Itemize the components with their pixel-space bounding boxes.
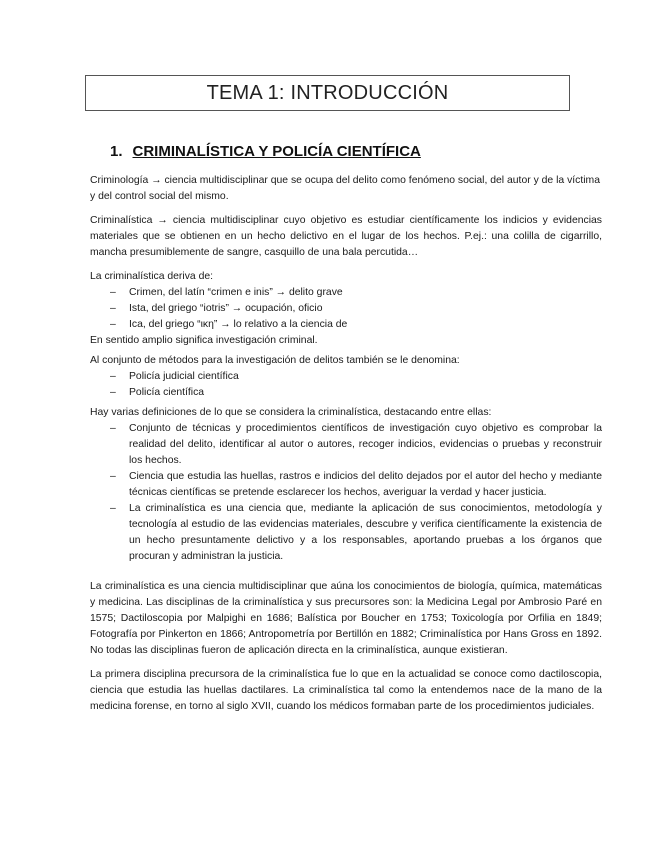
paragraph-origin: La primera disciplina precursora de la criminalística fue lo que en la actualidad se conoce como dactiloscopia, ciencia que estudia las huellas dactilares. La criminalística tal como la entendemos nace de la mano de la medicina forense, en torno al siglo XVII, cuando los médicos formaban parte de los procedimientos judiciales. xyxy=(90,669,602,712)
paragraph-history: La criminalística es una ciencia multidisciplinar que aúna los conocimientos de biología, química, matemáticas y medicina. Las disciplinas de la criminalística y sus precursores son: la Medicina Legal por Ambrosio Paré en 1575; Dactiloscopia por Malpighi en 1686; Balística por Boucher en 1753; Toxicología por Orfilia en 1849; Fotografía por Pinkerton en 1866; Antropometría por Bertillón en 1882; Criminalística por Hans Gross en 1892. No todas las disciplinas fueron de aplicación directa en la criminalística, aunque existieran. xyxy=(90,581,602,656)
list-item: – Ica, del griego “ικη” → lo relativo a la ciencia de xyxy=(90,317,602,333)
definitions-intro: Hay varias definiciones de lo que se considera la criminalística, destacando entre ellas: xyxy=(90,407,492,418)
list-item: – Policía científica xyxy=(90,385,602,401)
paragraph-criminalistica: Criminalística → ciencia multidisciplinar cuyo objetivo es estudiar científicamente los indicios y evidencias materiales que se obtienen en un hecho delictivo en el lugar de los hechos. P.ej.: una colilla de cigarrillo, mancha presumiblemente de sangre, casquillo de una bala percutida… xyxy=(90,215,602,258)
list-item: – Crimen, del latín “crimen e inis” → delito grave xyxy=(90,285,602,301)
section-title: CRIMINALÍSTICA Y POLICÍA CIENTÍFICA xyxy=(132,143,421,160)
page-title: TEMA 1: INTRODUCCIÓN xyxy=(206,81,449,104)
methods-list xyxy=(90,369,602,401)
list-item: – Conjunto de técnicas y procedimientos científicos de investigación cuyo objetivo es comprobar la realidad del delito, identificar al autor o autores, recoger indicios, evidencias o pruebas y reconstruir los hechos. xyxy=(90,421,602,469)
etymology-list xyxy=(90,285,602,333)
list-item: – Ista, del griego “iotris” → ocupación, oficio xyxy=(90,301,602,317)
methods-intro: Al conjunto de métodos para la investigación de delitos también se le denomina: xyxy=(90,355,460,366)
definitions-list xyxy=(90,421,602,565)
paragraph-criminologia: Criminología → ciencia multidisciplinar que se ocupa del delito como fenómeno social, del autor y de la víctima y del control social del mismo. xyxy=(90,175,600,202)
definitions-block xyxy=(90,405,602,565)
title-box xyxy=(85,75,570,111)
etymology-intro: La criminalística deriva de: xyxy=(90,271,214,282)
list-item: – La criminalística es una ciencia que, mediante la aplicación de sus conocimientos, metodología y tecnología al estudio de las evidencias materiales, descubre y verifica científicamente la existencia de un hecho presuntamente delictivo y a los responsables, aportando pruebas a los órganos que procuran y administran la justicia. xyxy=(90,501,602,565)
list-item: – Ciencia que estudia las huellas, rastros e indicios del delito dejados por el autor del hecho y mediante técnicas científicas se pretende esclarecer los hechos, averiguar la verdad y hacer justicia. xyxy=(90,469,602,501)
list-item: – Policía judicial científica xyxy=(90,369,602,385)
etymology-block xyxy=(90,269,602,349)
methods-block xyxy=(90,353,602,401)
etymology-closing: En sentido amplio significa investigación criminal. xyxy=(90,335,318,346)
section-number: 1. xyxy=(110,143,123,160)
section-heading xyxy=(110,143,421,160)
document-body xyxy=(90,173,602,723)
